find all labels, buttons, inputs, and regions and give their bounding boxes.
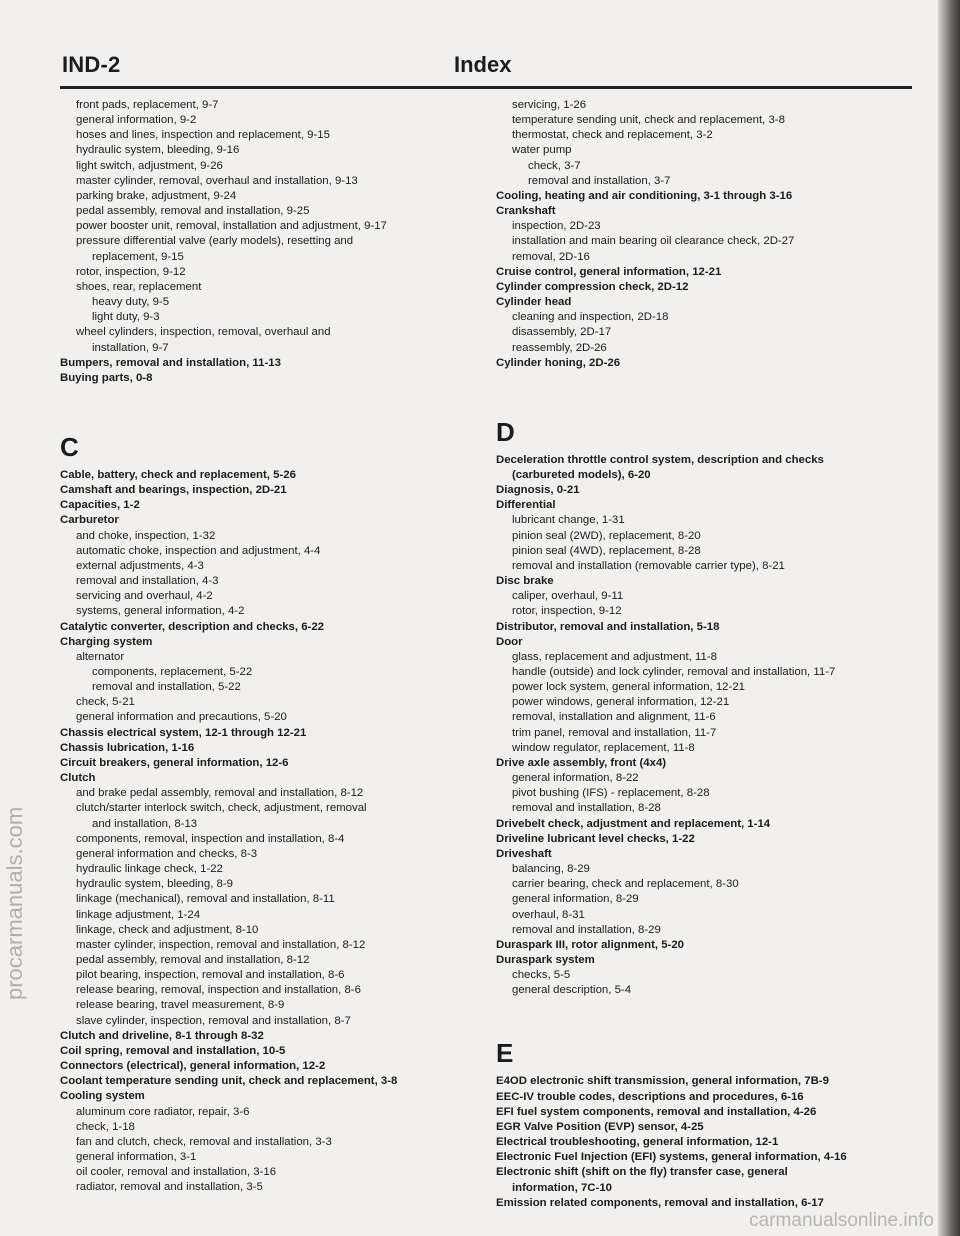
index-subentry: carrier bearing, check and replacement, 8-30 — [512, 878, 739, 891]
index-subentry: power windows, general information, 12-21 — [512, 696, 730, 709]
index-subentry: clutch/starter interlock switch, check, adjustment, removal — [76, 802, 367, 815]
index-subentry: removal and installation, 3-7 — [528, 174, 671, 187]
index-subentry: cleaning and inspection, 2D-18 — [512, 311, 669, 324]
index-heading: Bumpers, removal and installation, 11-13 — [60, 356, 281, 369]
index-heading: Cooling system — [60, 1090, 145, 1103]
index-subentry: removal and installation, 8-28 — [512, 802, 661, 815]
index-heading: Chassis electrical system, 12-1 through 12-21 — [60, 726, 307, 739]
index-heading: Electronic Fuel Injection (EFI) systems, general information, 4-16 — [496, 1151, 847, 1164]
index-subentry: balancing, 8-29 — [512, 863, 590, 876]
index-subentry: disassembly, 2D-17 — [512, 326, 612, 339]
index-subentry: linkage, check and adjustment, 8-10 — [76, 923, 259, 936]
index-subentry: general information, 3-1 — [76, 1151, 197, 1163]
entries-block — [60, 468, 480, 1196]
page-number: IND-2 — [62, 52, 121, 77]
index-subentry: thermostat, check and replacement, 3-2 — [512, 129, 713, 142]
index-subentry: general information, 9-2 — [76, 114, 197, 127]
index-heading: Coil spring, removal and installation, 10-5 — [60, 1044, 286, 1057]
index-subentry: general information, 8-29 — [512, 893, 639, 906]
entries-block — [496, 1074, 908, 1210]
section-letter-c: C — [60, 431, 79, 462]
index-subentry: hydraulic linkage check, 1-22 — [76, 863, 223, 876]
index-heading: Distributor, removal and installation, 5-18 — [496, 620, 720, 633]
index-heading: Cable, battery, check and replacement, 5-26 — [60, 468, 296, 481]
index-subentry: installation, 9-7 — [92, 341, 169, 354]
index-subentry: release bearing, travel measurement, 8-9 — [76, 999, 285, 1012]
index-subentry: alternator — [76, 650, 125, 663]
index-heading: Coolant temperature sending unit, check and replacement, 3-8 — [60, 1075, 398, 1088]
index-subentry: systems, general information, 4-2 — [76, 605, 245, 618]
index-subentry: servicing, 1-26 — [512, 99, 587, 111]
index-subentry: components, removal, inspection and installation, 8-4 — [76, 832, 345, 845]
index-subentry: removal and installation, 4-3 — [76, 575, 219, 588]
index-subentry: pedal assembly, removal and installation, 8-12 — [76, 953, 310, 966]
index-heading: Drive axle assembly, front (4x4) — [496, 756, 667, 769]
index-heading: Door — [496, 635, 523, 648]
index-heading: Crankshaft — [496, 205, 556, 218]
index-subentry: removal, 2D-16 — [512, 250, 590, 263]
index-heading: E4OD electronic shift transmission, general information, 7B-9 — [496, 1075, 829, 1088]
index-heading: Cylinder head — [496, 296, 572, 309]
index-heading: Driveshaft — [496, 847, 552, 860]
page-header — [62, 52, 910, 82]
index-subentry: rotor, inspection, 9-12 — [512, 605, 622, 618]
index-subentry: removal and installation (removable carrier type), 8-21 — [512, 559, 785, 572]
index-subentry: pedal assembly, removal and installation, 9-25 — [76, 205, 310, 218]
index-subentry: removal, installation and alignment, 11-6 — [512, 711, 716, 724]
index-heading: Connectors (electrical), general information, 12-2 — [60, 1060, 326, 1073]
index-heading: Cylinder compression check, 2D-12 — [496, 280, 689, 293]
index-subentry: overhaul, 8-31 — [512, 908, 585, 921]
index-subentry: power lock system, general information, 12-21 — [512, 681, 745, 694]
entries-block — [496, 453, 908, 999]
entries-block — [60, 98, 480, 386]
index-heading: Deceleration throttle control system, description and checks — [496, 453, 824, 466]
index-heading: Clutch — [60, 772, 96, 785]
index-subentry: external adjustments, 4-3 — [76, 559, 204, 572]
index-heading: Chassis lubrication, 1-16 — [60, 741, 195, 754]
index-heading: Camshaft and bearings, inspection, 2D-21 — [60, 484, 287, 497]
index-subentry: and brake pedal assembly, removal and installation, 8-12 — [76, 787, 364, 800]
index-subentry: aluminum core radiator, repair, 3-6 — [76, 1105, 250, 1118]
index-subentry: shoes, rear, replacement — [76, 280, 202, 293]
index-subentry: parking brake, adjustment, 9-24 — [76, 189, 237, 202]
index-subentry: reassembly, 2D-26 — [512, 341, 607, 354]
index-subentry: lubricant change, 1-31 — [512, 514, 625, 527]
index-heading: Capacities, 1-2 — [60, 499, 140, 512]
index-subentry: check, 5-21 — [76, 696, 135, 709]
index-subentry: general description, 5-4 — [512, 984, 632, 997]
index-heading: Catalytic converter, description and checks, 6-22 — [60, 620, 324, 633]
index-subentry: light duty, 9-3 — [92, 311, 160, 324]
index-subentry: and choke, inspection, 1-32 — [76, 529, 216, 542]
index-subentry: master cylinder, inspection, removal and installation, 8-12 — [76, 938, 366, 951]
index-subentry: general information, 8-22 — [512, 772, 639, 785]
section-letter-d: D — [496, 416, 515, 447]
index-subentry: removal and installation, 5-22 — [92, 681, 241, 694]
index-subentry: hydraulic system, bleeding, 8-9 — [76, 878, 234, 891]
index-subentry: oil cooler, removal and installation, 3-16 — [76, 1166, 277, 1179]
page-edge-shadow — [938, 0, 960, 1236]
index-subentry: check, 1-18 — [76, 1120, 135, 1133]
index-heading: Electrical troubleshooting, general information, 12-1 — [496, 1136, 779, 1149]
index-heading: Cooling, heating and air conditioning, 3-1 through 3-16 — [496, 189, 793, 202]
entries-block — [496, 98, 908, 371]
index-subentry: replacement, 9-15 — [92, 250, 184, 263]
index-subentry: caliper, overhaul, 9-11 — [512, 590, 624, 603]
index-subentry: handle (outside) and lock cylinder, removal and installation, 11-7 — [512, 666, 836, 678]
index-heading: Emission related components, removal and installation, 6-17 — [496, 1196, 824, 1209]
index-subentry: heavy duty, 9-5 — [92, 296, 170, 309]
index-subentry: (carbureted models), 6-20 — [512, 468, 651, 481]
index-heading: Carburetor — [60, 514, 119, 527]
index-subentry: rotor, inspection, 9-12 — [76, 265, 186, 278]
index-heading: Cruise control, general information, 12-21 — [496, 265, 722, 278]
index-subentry: pinion seal (4WD), replacement, 8-28 — [512, 544, 701, 557]
index-subentry: linkage adjustment, 1-24 — [76, 908, 201, 921]
index-subentry: pivot bushing (IFS) - replacement, 8-28 — [512, 787, 710, 800]
index-heading: Diagnosis, 0-21 — [496, 484, 580, 497]
index-subentry: glass, replacement and adjustment, 11-8 — [512, 650, 717, 663]
index-heading: Buying parts, 0-8 — [60, 371, 153, 384]
index-subentry: power booster unit, removal, installation and adjustment, 9-17 — [76, 220, 387, 233]
index-heading: Drivebelt check, adjustment and replacement, 1-14 — [496, 817, 771, 830]
index-heading: Circuit breakers, general information, 12-6 — [60, 756, 289, 769]
index-subentry: automatic choke, inspection and adjustment, 4-4 — [76, 544, 321, 557]
header-rule — [60, 86, 912, 89]
index-subentry: components, replacement, 5-22 — [92, 666, 253, 678]
index-heading: Electronic shift (shift on the fly) transfer case, general — [496, 1166, 788, 1179]
watermark-bottom: carmanualsonline.info — [749, 1210, 934, 1231]
index-subentry: linkage (mechanical), removal and installation, 8-11 — [76, 893, 335, 906]
index-heading: Cylinder honing, 2D-26 — [496, 356, 621, 369]
index-subentry: installation and main bearing oil clearance check, 2D-27 — [512, 235, 795, 248]
index-subentry: general information and checks, 8-3 — [76, 847, 258, 860]
index-column-left — [60, 98, 480, 1195]
index-heading: EFI fuel system components, removal and installation, 4-26 — [496, 1105, 817, 1118]
index-subentry: general information and precautions, 5-20 — [76, 711, 287, 724]
page-title: Index — [454, 52, 512, 77]
index-heading: Driveline lubricant level checks, 1-22 — [496, 832, 695, 845]
index-heading: Charging system — [60, 635, 153, 648]
index-heading: EGR Valve Position (EVP) sensor, 4-25 — [496, 1120, 704, 1133]
index-subentry: hydraulic system, bleeding, 9-16 — [76, 144, 240, 157]
index-subentry: wheel cylinders, inspection, removal, overhaul and — [76, 326, 331, 339]
index-heading: Disc brake — [496, 575, 554, 588]
index-subentry: slave cylinder, inspection, removal and installation, 8-7 — [76, 1014, 351, 1027]
watermark-side: procarmanuals.com — [2, 806, 27, 1000]
index-subentry: pressure differential valve (early models), resetting and — [76, 235, 354, 248]
index-subentry: removal and installation, 8-29 — [512, 923, 661, 936]
section-letter-e: E — [496, 1038, 514, 1069]
index-subentry: trim panel, removal and installation, 11-7 — [512, 726, 717, 739]
index-heading: Duraspark system — [496, 953, 595, 966]
index-subentry: master cylinder, removal, overhaul and installation, 9-13 — [76, 174, 358, 187]
index-subentry: front pads, replacement, 9-7 — [76, 99, 219, 111]
index-subentry: check, 3-7 — [528, 159, 581, 172]
index-subentry: checks, 5-5 — [512, 969, 571, 982]
index-subentry: light switch, adjustment, 9-26 — [76, 159, 223, 172]
index-subentry: window regulator, replacement, 11-8 — [512, 741, 695, 754]
index-heading: Duraspark III, rotor alignment, 5-20 — [496, 938, 684, 951]
index-heading: Clutch and driveline, 8-1 through 8-32 — [60, 1029, 264, 1042]
index-subentry: inspection, 2D-23 — [512, 220, 601, 233]
index-subentry: release bearing, removal, inspection and installation, 8-6 — [76, 984, 361, 997]
index-subentry: information, 7C-10 — [512, 1181, 612, 1194]
index-subentry: water pump — [512, 144, 572, 157]
index-subentry: and installation, 8-13 — [92, 817, 198, 830]
index-subentry: radiator, removal and installation, 3-5 — [76, 1181, 263, 1194]
index-column-right — [496, 98, 908, 1211]
index-subentry: pinion seal (2WD), replacement, 8-20 — [512, 529, 701, 542]
index-heading: EEC-IV trouble codes, descriptions and procedures, 6-16 — [496, 1090, 804, 1103]
index-subentry: fan and clutch, check, removal and installation, 3-3 — [76, 1135, 332, 1148]
index-subentry: hoses and lines, inspection and replacement, 9-15 — [76, 129, 330, 142]
index-heading: Differential — [496, 499, 556, 512]
index-subentry: servicing and overhaul, 4-2 — [76, 590, 213, 603]
index-subentry: temperature sending unit, check and replacement, 3-8 — [512, 114, 785, 127]
index-subentry: pilot bearing, inspection, removal and installation, 8-6 — [76, 969, 345, 982]
